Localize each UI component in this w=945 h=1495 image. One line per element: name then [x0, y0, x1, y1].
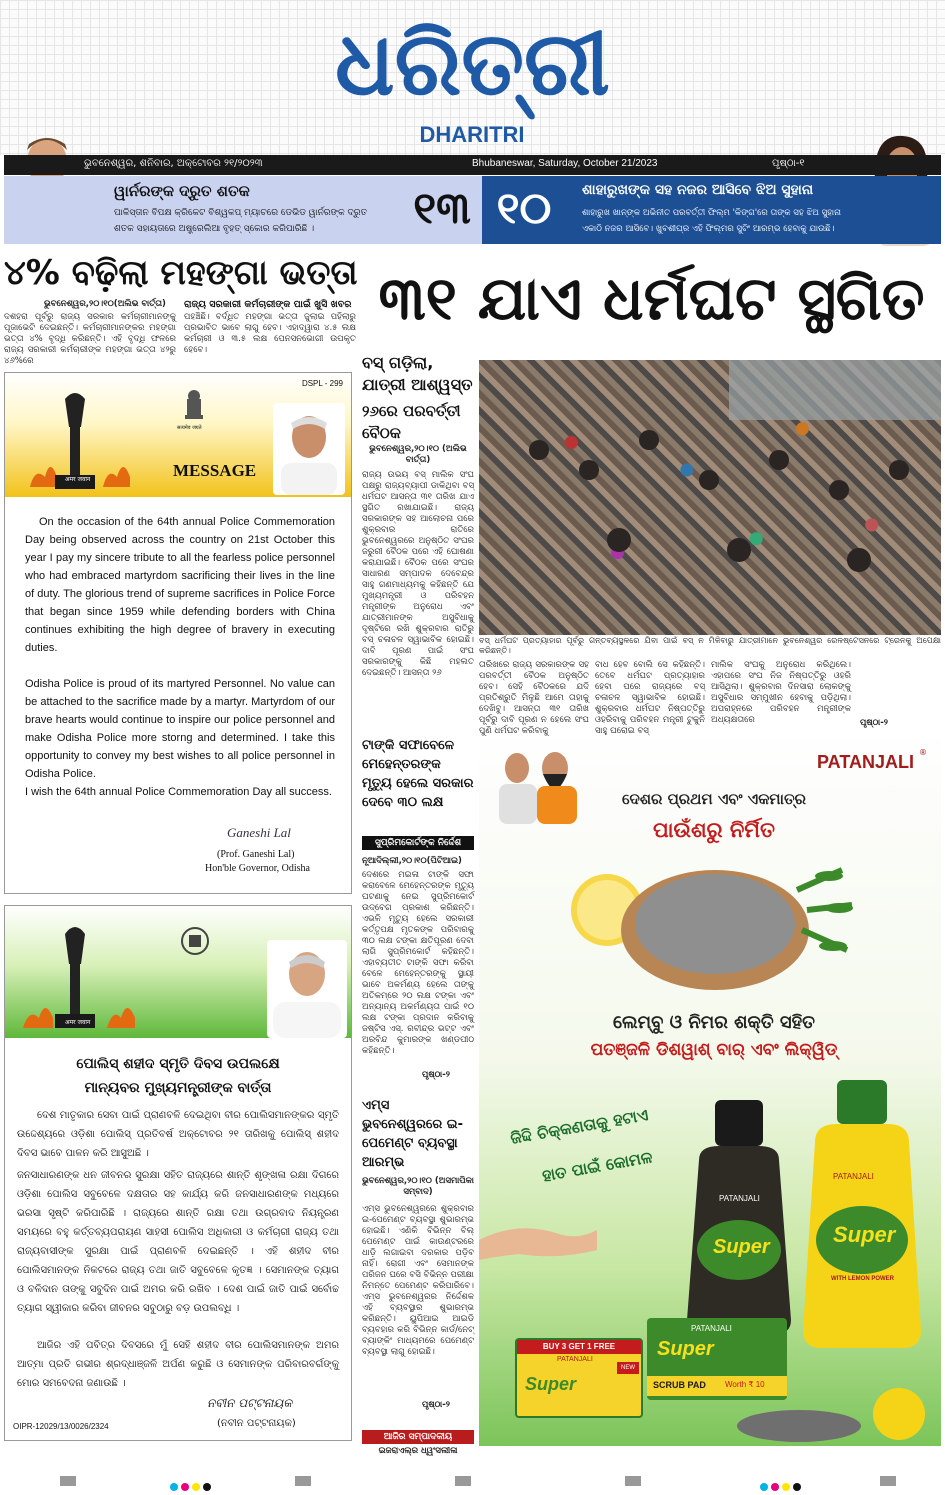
story-epay[interactable] — [362, 1096, 474, 1426]
governor-para1: On the occasion of the 64th annual Police Commemoration Day being observed across the country on 21st October this year I pay my sincere tribute to all the fearless police personnel who had embraced martyrdom sacrificing their lives in the line of duty. The glorious trend of supreme sacrifices in Police Force that began since 1959 while defending borders with China continues exhibiting the high degree of bravery in executing duties. — [25, 516, 335, 654]
ash-bowl-icon — [567, 850, 857, 1000]
ad-line2: ପାଉଁଶରୁ ନିର୍ମିତ — [653, 818, 775, 842]
cm-para2: ଜନସାଧାରଣଙ୍କ ଧନ ଜୀବନର ସୁରକ୍ଷା ସହିତ ରାଜ୍ୟରେ ଶାନ୍ତି ଶୃଙ୍ଖଳା ରକ୍ଷା ଦିଗରେ ଓଡ଼ିଶା ପୋଲିସ ସବୁବେଳେ ଦକ୍ଷତାର ସହ କାର୍ଯ୍ୟ କରି ଜନସାଧାରଣଙ୍କ ମଧ୍ୟରେ ଭରସା ସୃଷ୍ଟି କରିପାରିଛି । ରାଜ୍ୟରେ ଶାନ୍ତି ରକ୍ଷା ତଥା ଉଗ୍ରବାଦ ନିୟନ୍ତ୍ରଣ ସମୟରେ ବହୁ କର୍ତ୍ତବ୍ୟପରାୟଣ ସାହସୀ ପୋଲିସ ଅଧିକାରୀ ଓ କର୍ମଚାରୀ ରାଜ୍ୟ ତଥା ରାଜ୍ୟବାସୀଙ୍କ ସୁରକ୍ଷା ପାଇଁ ପ୍ରାଣବଳି ଦେଇଛନ୍ତି । ଏହି ଶହୀଦ ବୀର ପୋଲିସମାନଙ୍କ ନିକଟରେ ରାଜ୍ୟ ତଥା ଜାତି ସବୁବେଳେ କୃତଜ୍ଞ । ସେମାନଙ୍କ ତ୍ୟାଗ ଓ ବଳିଦାନ ତାଙ୍କୁ ସବୁଦିନ ପାଇଁ ଅମର କରି ରଖିବ । ଦେଶ ପାଇଁ ଜାତି ପାଇଁ ସର୍ବୋଚ୍ଚ ତ୍ୟାଗ ସ୍ୱୀକାର କରିବା ଜୀବନର ସବୁଠାରୁ ବଡ଼ ଉପଲବ୍ଧି । — [17, 1170, 339, 1314]
new-badge: NEW — [617, 1362, 639, 1374]
logo-text: ଧରିତ୍ରୀ — [335, 11, 610, 115]
governor-photo — [273, 403, 345, 495]
teaser-left-line2: ଶତକ ସହାୟତାରେ ଅଷ୍ଟ୍ରେଲିଆ ବୃହତ୍ ସ୍କୋର କରିପାରିଛି । — [114, 224, 315, 234]
governor-message — [4, 372, 352, 894]
story-da-byline: ଭୁବନେଶ୍ୱର,୨୦।୧୦(ଅଲିଭ ବାର୍ତ୍ତା) — [44, 299, 166, 309]
founders-photo — [489, 744, 585, 824]
cm-para1: ଦେଶ ମାତୃକାର ସେବା ପାଇଁ ପ୍ରାଣବଳି ଦେଇଥିବା ବୀର ପୋଲିସମାନଙ୍କର ସ୍ମୃତି ଉଦ୍ଦେଶ୍ୟରେ ଓଡ଼ିଶା ପୋଲିସ୍ ପ୍ରତିବର୍ଷ ଅକ୍ଟୋବର ୨୧ ତାରିଖକୁ ପୋଲିସ୍ ଶହୀଦ ଦିବସ ଭାବେ ପାଳନ କରି ଆସୁଅଛି । — [17, 1110, 339, 1159]
dateline-english: Bhubaneswar, Saturday, October 21/2023 — [472, 158, 658, 169]
yellow-bottle-brand: PATANJALI — [833, 1172, 874, 1181]
scrub-brand: PATANJALI — [691, 1324, 732, 1333]
story-epay-byline: ଭୁବନେଶ୍ୱର,୨୦।୧୦ (ଅସମାପିକା ସମ୍ବାଦ) — [362, 1176, 474, 1197]
lead-kicker2: ୨୬ରେ ପରବର୍ତ୍ତୀ ବୈଠକ — [362, 402, 461, 442]
story-sc-subhead: ସୁପ୍ରିମକୋର୍ଟଙ୍କ ନିର୍ଦ୍ଦେଶ — [362, 836, 474, 850]
emblem-text: सत्यमेव जयते — [177, 425, 202, 431]
lead-jump[interactable]: ପୃଷ୍ଠା-୨ — [860, 718, 888, 728]
story-epay-headline: ଏମ୍ସ ଭୁବନେଶ୍ୱରରେ ଇ-ପେମେଣ୍ଟ ବ୍ୟବସ୍ଥା ଆରମ୍ଭ — [362, 1098, 464, 1170]
governor-para2: Odisha Police is proud of its martyred Personnel. No value can be attached to the sacrifice made by a martyr. Martyrdom of our brave hearts would continue to inspire our police personnel and make Odisha Police more storng and determined. I take this opportunity to convey my best wishes to all police personnel in Odisha Police. — [25, 678, 335, 780]
dark-bottle-product: Super — [713, 1236, 770, 1258]
amar-jawan-label: अमर जवान — [65, 476, 91, 483]
teaser-right[interactable] — [482, 176, 941, 244]
lead-headline[interactable]: ୩୧ ଯାଏ ଧର୍ମଘଟ ସ୍ଥଗିତ — [378, 264, 925, 334]
ad-tagline2: ହାତ ପାଇଁ କୋମଳ — [540, 1147, 654, 1186]
dspl-code: DSPL - 299 — [301, 379, 343, 388]
patanjali-ad[interactable] — [479, 740, 941, 1446]
scrub-worth: Worth ₹ 10 — [725, 1380, 765, 1389]
soap-bar-pack — [515, 1338, 643, 1418]
yellow-bottle-product: Super — [833, 1222, 896, 1247]
editorial-label[interactable]: ଆଜିର ସମ୍ପାଦକୀୟ — [362, 1430, 474, 1444]
page-number: ପୃଷ୍ଠା-୧ — [772, 158, 805, 169]
story-da-headline: ୪% ବଢ଼ିଲା ମହଙ୍ଗା ଭତ୍ତା — [4, 253, 358, 293]
lead-body: ରାଜ୍ୟ ଉଭୟ ବସ୍ ମାଲିକ ସଂଘ ପକ୍ଷରୁ ରାଜ୍ୟବ୍ୟାପୀ ଡାକିଥିବା ବସ୍ ଧର୍ମଘଟ ଆସନ୍ତା ୩୧ ତାରିଖ ଯାଏ ସ୍ଥଗିତ ରଖାଯାଇଛି। ରାଜ୍ୟ ସରକାରଙ୍କ ସହ ଆଲୋଚନା ପରେ ଶୁକ୍ରବାର ରାତିରେ ଭୁବନେଶ୍ୱରରେ ଅନୁଷ୍ଠିତ ସଂଘର ଜରୁରୀ ବୈଠକ ପରେ ଏହି ଘୋଷଣା କରାଯାଇଛି। ବୈଠକ ପରେ ସଂଘର ସାଧାରଣ ସମ୍ପାଦକ ଦେବେନ୍ଦ୍ର ସାହୁ ଗଣମାଧ୍ୟମକୁ କହିଛନ୍ତି ଯେ ମୁଖ୍ୟମନ୍ତ୍ରୀ ଓ ପରିବହନ ମନ୍ତ୍ରୀଙ୍କ ଅନୁରୋଧ ଏବଂ ଯାତ୍ରୀମାନଙ୍କ ଅସୁବିଧାକୁ ଦୃଷ୍ଟିରେ ରଖି ଶୁକ୍ରବାର ରାତିରୁ ବସ୍ ଚଳାଚଳ ସ୍ୱାଭାବିକ ହୋଇଛି। ଦାବି ପୂରଣ ପାଇଁ ସଂଘ ସରକାରଙ୍କୁ କିଛି ମହଲତ ଦେଇଛନ୍ତି। ଆସନ୍ତା ୨୬ — [362, 470, 474, 678]
cm-photo — [267, 940, 347, 1038]
lead-body-col4: ମାଲିକ ସଂଘକୁ ଅନୁରୋଧ କରିଥିଲେ। ଏହାପରେ ସଂଘ ନିଜ ନିଷ୍ପତ୍ତିରୁ ଓହରି ଆସିଥିଲା। ଶୁକ୍ରବାର ଦିନସାରା ଲୋକଙ୍କୁ ଅସୁବିଧାର ସମ୍ମୁଖୀନ ହେବାକୁ ପଡ଼ିଥିଲା। ଅପରାହ୍ନରେ ପରିବହନ ମନ୍ତ୍ରୀଙ୍କ ଅଧ୍ୟକ୍ଷତାରେ — [711, 660, 851, 725]
lemon-power-label: WITH LEMON POWER — [831, 1276, 894, 1282]
teaser-right-line1: ଶାହାରୁଖ ଖାନ୍‌ଙ୍କ ଅଭିନୀତ ପରବର୍ତ୍ତୀ ଫିଲ୍ମ 'କିଙ୍ଗ'ରେ ତାଙ୍କ ସହ ଝିଅ ସୁହାନା — [582, 208, 841, 218]
story-da[interactable] — [4, 252, 356, 368]
dateline-odia: ଭୁବନେଶ୍ୱର, ଶନିବାର, ଅକ୍ଟୋବର ୨୧/୨୦୨୩ — [84, 158, 263, 169]
cm-signature: ନବୀନ ପଟ୍ଟନାୟକ — [207, 1396, 293, 1410]
cm-para3: ଆଜିର ଏହି ପବିତ୍ର ଦିବସରେ ମୁଁ ସେହି ଶହୀଦ ବୀର ପୋଲିସମାନଙ୍କ ଅମର ଆତ୍ମା ପ୍ରତି ଗଭୀର ଶ୍ରଦ୍ଧାଞ୍ଜଳି ଅର୍ପଣ କରୁଛି ଓ ସେମାନଙ୍କ ପରିବାରବର୍ଗଙ୍କୁ ମୋର ସମବେଦନା ଜଣାଉଛି । — [17, 1340, 339, 1389]
logo-latin: DHARITRI — [419, 122, 525, 147]
cm-banner — [5, 906, 351, 1038]
dark-bottle-brand: PATANJALI — [719, 1194, 760, 1203]
teaser-left-page: ୧୩ — [413, 183, 471, 234]
lead-body-col3: ବାଧ ହେବ ବୋଲି ସେ କହିଛନ୍ତି। ତେବେ ଧର୍ମଘଟ ପ୍ରତ୍ୟାହାର ହେବା ପରେ ରାଜ୍ୟରେ ବସ୍ ଚଳାଚଳ ସ୍ୱାଭାବିକ ହୋଇଛି। ଶୁକ୍ରବାର ଧର୍ମଘଟ ନିଷ୍ପତ୍ତିରୁ ଓହରିବାକୁ ପରିବହନ ମନ୍ତ୍ରୀ ଟୁକୁନି ସାହୁ ଘରୋଇ ବସ୍ — [595, 660, 705, 736]
ad-line3: ଲେମ୍ବୁ ଓ ନିମର ଶକ୍ତି ସହିତ — [613, 1012, 815, 1033]
masthead — [0, 0, 945, 155]
cm-message — [4, 905, 352, 1441]
lead-body-col2: ତାରିଖରେ ରାଜ୍ୟ ସରକାରଙ୍କ ସହ ପରବର୍ତ୍ତୀ ବୈଠକ ଅନୁଷ୍ଠିତ ହେବ। ସେହି ବୈଠକରେ ଯଦି ପ୍ରତିଶ୍ରୁତି ମିଳୁଛି ଆମେ ତାହାକୁ ଦେଖିବୁ। ଆସନ୍ତା ୩୧ ତାରିଖ ପୂର୍ବରୁ ଦାବି ପୂରଣ ନ ହେଲେ ସଂଘ ପୁଣି ଧର୍ମଘଟ କରିବାକୁ — [479, 660, 589, 736]
story-epay-body: ଏମ୍ସ ଭୁବନେଶ୍ୱରରେ ଶୁକ୍ରବାର ଇ-ପେମେଣ୍ଟ ବ୍ୟବସ୍ଥା ଶୁଭାରମ୍ଭ ହୋଇଛି। ଏଣିକି ବିଭିନ୍ନ ବିଲ୍ ପେମେଣ୍ଟ ପାଇଁ କାଉଣ୍ଟରରେ ଧାଡ଼ି ଲଗାଇବା ଦରକାର ପଡ଼ିବ ନାହିଁ। ରୋଗୀ ଏବଂ ସେମାନଙ୍କ ପରିଜନ ଘରେ ବସି ବିଭିନ୍ନ ପରୀକ୍ଷା ନିମନ୍ତେ ପେମେଣ୍ଟ କରିପାରିବେ। ଏମ୍ସ ଭୁବନେଶ୍ୱରର ନିର୍ଦ୍ଦେଶକ ଏହି ବ୍ୟବସ୍ଥାର ଶୁଭାରମ୍ଭ କରିଛନ୍ତି। ୟୁପିଆଇ ଆଇଡି ବ୍ୟବହାର କରି ବିଭିନ୍ନ କାର୍ଡ/ନେଟ୍ ବ୍ୟାଙ୍କିଂ ମାଧ୍ୟମରେ ପେମେଣ୍ଟ ବ୍ୟବସ୍ଥା ଲାଗୁ ହୋଇଛି। — [362, 1204, 474, 1357]
offer-label: BUY 3 GET 1 FREE — [517, 1340, 641, 1354]
cm-name: (ନବୀନ ପଟ୍ଟନାୟକ) — [217, 1418, 296, 1429]
ash-lemon-icon — [729, 1380, 939, 1442]
teaser-right-page: ୧୦ — [496, 183, 552, 234]
ad-reg: ® — [919, 748, 927, 757]
dateline-bar — [4, 155, 941, 175]
super-gel-bottle-yellow — [797, 1080, 927, 1350]
amar-jawan-icon-cm — [15, 920, 145, 1032]
scrub-product: Super — [657, 1338, 714, 1360]
print-marks — [0, 1470, 945, 1494]
editorial-line[interactable]: ଇଜରାଏଲ୍‌ର ଧ୍ୱଂସଲୀଳା — [378, 1446, 458, 1456]
lead-kicker1: ବସ୍ ଗଡ଼ିଲା, ଯାତ୍ରୀ ଆଶ୍ୱସ୍ତ — [362, 353, 473, 394]
teaser-right-title: ଶାହାରୁଖଙ୍କ ସହ ନଜର ଆସିବେ ଝିଅ ସୁହାନା — [582, 182, 814, 198]
story-da-subhead: ରାଜ୍ୟ ସରକାରୀ କର୍ମଚାରୀଙ୍କ ପାଇଁ ଖୁସି ଖବର — [184, 299, 352, 310]
scrub-label: SCRUB PAD — [653, 1380, 706, 1390]
story-epay-jump[interactable]: ପୃଷ୍ଠା-୨ — [422, 1400, 450, 1410]
governor-para3: I wish the 64th annual Police Commemoration Day all success. — [25, 786, 332, 798]
story-sc-headline: ଟାଙ୍କି ସଫାବେଳେ ମେହେନ୍ତରଙ୍କ ମୃତ୍ୟୁ ହେଲେ ସରକାର ଦେବେ ୩୦ ଲକ୍ଷ — [362, 738, 474, 810]
ad-brand: PATANJALI — [817, 752, 914, 772]
story-da-body-right: ପହଞ୍ଚିଛି। ବର୍ଦ୍ଧିତ ମହଙ୍ଗା ଭତ୍ତା ଜୁଲାଇ ପହିଲାରୁ ପ୍ରଭାବିତ ଭାବେ ଲାଗୁ ହେବ। ଏହାଦ୍ୱାରା ୪.୫ ଲକ୍ଷ କର୍ମଚାରୀ ଓ ୩.୫ ଲକ୍ଷ ପେନସନଭୋଗୀ ଉପକୃତ ହେବେ। — [184, 312, 356, 355]
cm-title1: ପୋଲିସ୍ ଶହୀଦ ସ୍ମୃତି ଦିବସ ଉପଲକ୍ଷେ — [76, 1056, 280, 1072]
teaser-left-title: ୱାର୍ନରଙ୍କ ଦ୍ରୁତ ଶତକ — [114, 182, 250, 200]
national-emblem-icon — [183, 389, 205, 423]
lead-photo-caption: ବସ୍ ଧର୍ମଘଟ ପ୍ରତ୍ୟାହାର ପୂର୍ବରୁ ଗନ୍ତବ୍ୟସ୍ଥଳରେ ଯିବା ପାଇଁ ବସ୍ ନ ମିଳିବାରୁ ଯାତ୍ରୀମାନେ ଭୁବନେଶ୍ୱର ରେଳଷ୍ଟେସନରେ ଟ୍ରେନକୁ ଅପେକ୍ଷା କରିଛନ୍ତି। — [479, 636, 941, 655]
teaser-left-line1: ପାକିସ୍ତାନ ବିପକ୍ଷ କ୍ରିକେଟ ବିଶ୍ୱକପ୍ ମ୍ୟାଚରେ ଡେଭିଡ ୱାର୍ନରଙ୍କ ଦ୍ରୁତ — [114, 208, 367, 218]
lead-byline: ଭୁବନେଶ୍ୱର,୨୦।୧୦ (ଅଲିଭ ବାର୍ତ୍ତା) — [369, 444, 467, 465]
ad-line1: ଦେଶର ପ୍ରଥମ ଏବଂ ଏକମାତ୍ର — [621, 790, 807, 808]
teaser-right-line2: ଏକାଠି ନଜର ଆସିବେ। ଖୁବଶୀଘ୍ର ଏହି ଫିଲ୍ମର ସୁଟିଂ ଆରମ୍ଭ ହେବାକୁ ଯାଉଛି। — [582, 224, 835, 234]
story-sc-jump[interactable]: ପୃଷ୍ଠା-୨ — [422, 1070, 450, 1080]
story-da-body-left: ଦଶହରା ପୂର୍ବରୁ ରାଜ୍ୟ ସରକାର କର୍ମଚାରୀମାନଙ୍କୁ ପୂଜାଭେଟି ଦେଇଛନ୍ତି। କର୍ମଚାରୀମାନଙ୍କର ମହଙ୍ଗା ଭତ୍ତା ୪% ବୃଦ୍ଧି କରିଛନ୍ତି। ଏହି ବୃଦ୍ଧି ଫଳରେ ରାଜ୍ୟ ସରକାରୀ କର୍ମଚାରୀଙ୍କ ମହଙ୍ଗା ଭତ୍ତା ୪୨ରୁ ୪୬%ରେ — [4, 312, 176, 366]
pack-product: Super — [525, 1374, 577, 1394]
governor-signature: Ganeshi Lal — [227, 825, 291, 840]
ad-line4: ପତଞ୍ଜଳି ଡିଶୱାଶ୍ ବାର୍ ଏବଂ ଲିକ୍ୱିଡ୍ — [590, 1040, 838, 1060]
odisha-emblem-icon — [181, 926, 209, 956]
amar-jawan-label-cm: अमर जवान — [65, 1019, 91, 1026]
lead-photo — [479, 360, 941, 635]
hands-icon — [479, 1210, 599, 1270]
governor-name: (Prof. Ganeshi Lal) — [217, 849, 295, 860]
governor-banner — [5, 373, 351, 497]
governor-designation: Hon'ble Governor, Odisha — [205, 863, 310, 874]
pack-brand: PATANJALI — [557, 1356, 593, 1363]
oipr-code: OIPR-12029/13/0026/2324 — [13, 1422, 109, 1431]
cm-title2: ମାନ୍ୟବର ମୁଖ୍ୟମନ୍ତ୍ରୀଙ୍କ ବାର୍ତ୍ତା — [84, 1080, 272, 1096]
story-sc-body: ଦେଶରେ ମଇଳା ଟାଙ୍କି ସଫା କରାବେଳେ ମେହେନ୍ତରଙ୍କ ମୃତ୍ୟୁ ଘଟଣାକୁ ନେଇ ସୁପ୍ରିମକୋର୍ଟ ଉଦ୍‌ବେଗ ପ୍ରକାଶ କରିଛନ୍ତି। ଏଭଳି ମୃତ୍ୟୁ ହେଲେ ସରକାରୀ କର୍ତ୍ତୃପକ୍ଷ ମୃତକଙ୍କ ପରିବାରକୁ ୩୦ ଲକ୍ଷ ଟଙ୍କା କ୍ଷତିପୂରଣ ଦେବା ଲାଗି ସୁପ୍ରିମକୋର୍ଟ କହିଛନ୍ତି। ଏହାବ୍ୟତୀତ ଟାଙ୍କି ସଫା କରିବା ବେଳେ ମେହେନ୍ତରଙ୍କୁ ସ୍ଥାୟୀ ଭାବେ ଅକର୍ମଣ୍ୟ ହେଲେ ତାଙ୍କୁ ଅତିକମ୍‌ରେ ୨୦ ଲକ୍ଷ ଟଙ୍କା ଏବଂ ଅନ୍ୟାନ୍ୟ ଅକର୍ମଣ୍ୟତା ପାଇଁ ୧୦ ଲକ୍ଷ ଟଙ୍କା ପ୍ରଦାନ କରିବାକୁ ଜଷ୍ଟିସ ଏସ୍. ରବୀନ୍ଦ୍ର ଭଟ୍ଟ ଏବଂ ଅରବିନ୍ଦ କୁମାରଙ୍କ ଖଣ୍ଡପୀଠ କହିଛନ୍ତି। — [362, 870, 474, 1056]
lead-story-column[interactable] — [362, 352, 474, 678]
teaser-left[interactable] — [4, 176, 482, 244]
super-gel-bottle-dark — [679, 1100, 799, 1335]
story-sc[interactable] — [362, 736, 474, 1086]
ad-tagline1: ଜିଦ୍ଦି ଚିକ୍କଣତାକୁ ହଟାଏ — [508, 1105, 650, 1148]
message-title: MESSAGE — [173, 461, 257, 480]
story-sc-byline: ନୂଆଦିଲ୍ଲୀ,୨୦।୧୦(ପିଟିଆଇ) — [362, 856, 462, 866]
